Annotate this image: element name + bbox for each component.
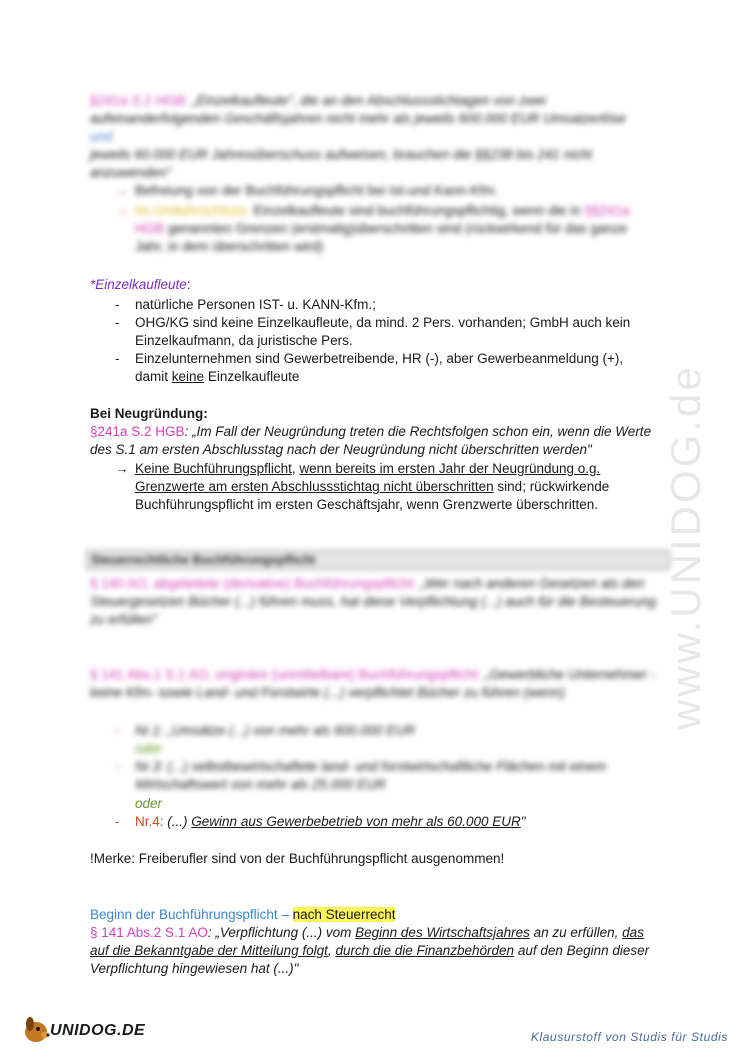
conjunction: oder [135, 796, 163, 811]
footer-tagline: Klausurstoff von Studis für Studis [530, 1030, 728, 1044]
heading-text: *Einzelkaufleute [90, 277, 187, 292]
list-item: natürliche Personen IST- u. KANN-Kfm.; [135, 297, 376, 312]
emphasis-text: Gewinn aus Gewerbebetrieb von mehr als 60.000 EUR [191, 814, 521, 829]
law-reference: §241a S.1 HGB: [90, 93, 189, 108]
neugruendung-heading: Bei Neugründung: [90, 406, 208, 421]
list-item [135, 202, 660, 256]
emphasis-text: das auf die Bekanntgabe der Mitteilung folgt [90, 925, 644, 958]
paragraph-241a-s2 [90, 423, 660, 459]
einzelkaufleute-heading [90, 276, 660, 294]
dash-bullet: - [115, 759, 120, 774]
law-quote: „Wer nach anderen Gesetzen als den Steuergesetzen Bücher (...) führen muss, hat diese Verpflichtung (...) auch für die Besteuerung zu erfüllen" [90, 576, 657, 627]
emphasis-text: wenn bereits im ersten Jahr der Neugründung o.g. Grenzwerte am ersten Abschlussstichtag nicht überschritten [135, 461, 601, 494]
law-quote-continued: jeweils 60.000 EUR Jahresüberschuss aufweisen, brauchen die §§238 bis 241 nicht anzuwenden" [90, 147, 593, 180]
emphasis-text: Keine Buchführungspflicht [135, 461, 292, 476]
dash-bullet: - [115, 297, 120, 312]
inline-text: Einzelkaufleute sind buchführungspflichtig, wenn die in [253, 203, 581, 218]
text: damit [135, 369, 169, 384]
heading-text: Beginn der Buchführungspflicht – [90, 907, 289, 922]
list-item: Befreiung von der Buchführungspflicht bei Ist-und Kann-Kfm. [135, 183, 499, 198]
dash-bullet: - [115, 723, 120, 738]
dash-bullet: - [115, 814, 120, 829]
paragraph-141-abs2 [90, 924, 660, 978]
list-item-nr4 [135, 813, 660, 831]
emphasis-text: keine [171, 369, 205, 384]
law-quote: „Gewerbliche Unternehmer -keine Kfm- sowie Land- und Forstwirte (...) verpflichtet Bücher zu führen (wenn) [90, 667, 656, 700]
paragraph-241a-s1 [90, 92, 660, 182]
text: sind; rückwirkende Buchführungspflicht im ersten Geschäftsjahr, wenn Grenzwerte überschritten. [135, 479, 610, 512]
text: Einzelkaufleute [207, 369, 300, 384]
beginn-heading [90, 906, 660, 924]
arrow-icon: → [115, 183, 129, 198]
law-quote: : „Im Fall der Neugründung treten die Rechtsfolgen schon ein, wenn die Werte des S.1 am ersten Abschlusstag nach der Neugründung nicht überschritten werden" [90, 424, 652, 457]
law-reference: §§241a HGB [135, 203, 630, 236]
text: : „Verpflichtung (...) vom [207, 925, 356, 940]
law-reference: § 140 AO, abgeleitete (derivative) Buchführungspflicht: [90, 576, 417, 591]
paragraph-140-ao [90, 575, 660, 629]
law-reference: §241a S.2 HGB [90, 424, 185, 439]
list-item: Nr.3: (...) selbstbewirtschaftete land- und forstwirtschaftliche Flächen mit einem Wirtschaftswert von mehr als 25.000 EUR [135, 759, 607, 792]
text: auf den Beginn dieser Verpflichtung hingewiesen hat (...)" [90, 943, 650, 976]
inline-label: Im Umkehrschluss: [135, 203, 250, 218]
paragraph-141-ao [90, 666, 660, 702]
list-item: Einzelunternehmen sind Gewerbetreibende, HR (-), aber Gewerbeanmeldung (+), [135, 351, 624, 366]
list-item: Nr.1: „Umsätze (...) von mehr als 600.000 EUR [135, 723, 416, 738]
law-reference: § 141 Abs.2 S.1 AO [90, 925, 208, 940]
arrow-icon: → [115, 461, 129, 476]
conjunction: oder [135, 741, 163, 756]
dash-bullet: - [115, 315, 120, 330]
neugruendung-consequence [135, 460, 660, 514]
text: , [291, 461, 300, 476]
text: (...) [167, 814, 188, 829]
logo-text: UNIDOG.DE [50, 1022, 146, 1039]
law-reference: § 141 Abs.1 S.1 AO, originäre (unmittelbare) Buchführungspflicht: [90, 667, 481, 682]
dash-bullet: - [115, 351, 120, 366]
inline-text: genannten Grenzen (erstmalig)überschritten sind (rückwirkend für das ganze Jahr, in dem überschritten wird) [135, 221, 628, 254]
list-item-continued [135, 368, 660, 386]
text: an zu erfüllen, [529, 925, 623, 940]
text: , [327, 943, 336, 958]
highlighted-text: nach Steuerrecht [292, 907, 396, 922]
emphasis-text: Beginn des Wirtschaftsjahres [355, 925, 530, 940]
merke-note: !Merke: Freiberufler sind von der Buchführungspflicht ausgenommen! [90, 851, 505, 866]
item-label: Nr.4: [135, 814, 164, 829]
conjunction: und [90, 129, 113, 144]
text: " [520, 814, 526, 829]
law-quote: „Einzelkaufleute", die an den Abschlussstichtagen von zwei aufeinanderfolgenden Geschäftsjahren nicht mehr als jeweils 600.000 EUR Umsatzerlöse [90, 93, 626, 126]
list-item: OHG/KG sind keine Einzelkaufleute, da mind. 2 Pers. vorhanden; GmbH auch kein Einzelkaufmann, da juristische Pers. [135, 315, 631, 348]
watermark-text: www.UNIDOG.de [662, 364, 709, 730]
emphasis-text: durch die die Finanzbehörden [335, 943, 515, 958]
colon: : [186, 277, 191, 292]
section-box-title: Steuerrechtliche Buchführungspflicht [86, 550, 670, 570]
watermark [658, 270, 718, 740]
arrow-icon: → [115, 203, 129, 218]
